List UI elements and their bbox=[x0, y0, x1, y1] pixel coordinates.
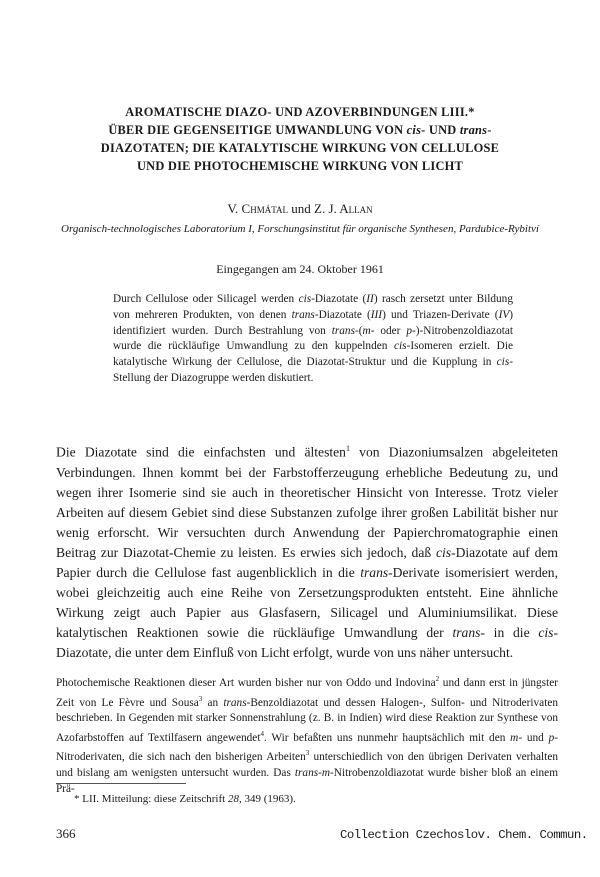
journal-name: Collection Czechoslov. Chem. Commun. bbox=[340, 828, 588, 842]
abstract: Durch Cellulose oder Silicagel werden cis-Diazotate (II) rasch zersetzt unter Bildung von mehreren Produkten, von denen trans-Diazotate (III) und Triazen-Derivate (IV) identifiziert wurden. Durch Bestrahlung von trans-(m- oder p-)-Nitrobenzoldiazotat wurde die rückläufige Umwandlung zu den kuppelnden cis-Isomeren erzielt. Die katalytische Wirkung der Cellulose, die Diazotat-Struktur und die Kupplung in cis-Stellung der Diazogruppe werden diskutiert. bbox=[113, 293, 514, 384]
footnote-rule bbox=[56, 783, 186, 784]
author-1: V. Chmátal bbox=[227, 201, 288, 216]
author-conjunction: und bbox=[288, 201, 314, 216]
body-paragraph-2: Photochemische Reaktionen dieser Art wurden bisher nur von Oddo und Indovina$^2$ und dann erst in jüngster Zeit von Le Fèvre und Sousa$^3$ an trans-Benzoldiazotat und dessen Halogen-, Sulfon- und Nitroderivaten beschrieben. In Gegenden mit starker Sonnenstrahlung (z. B. in Indien) wird diese Reaktion zur Synthese von Azofarbstoffen auf Textilfasern angewendet$^4$. Wir befaßten uns nunmehr hauptsächlich mit den m- und p-Nitroderivaten, die sich nach den bisherigen Arbeiten$^3$ unterschiedlich von den übrigen Derivaten verhalten und bislang am wenigsten untersucht wurden. Das trans-m-Nitrobenzoldiazotat wurde bisher bloß an einem Prä- bbox=[56, 675, 558, 795]
footnote: * LII. Mitteilung: diese Zeitschrift 28, 349 (1963). bbox=[74, 793, 296, 805]
body-paragraph-1: Die Diazotate sind die einfachsten und ältesten$^1$ von Diazoniumsalzen abgeleiteten Verbindungen. Ihnen kommt bei der Farbstofferzeugung erhebliche Bedeutung zu, und wegen ihrer Isomerie sind sie auch in theoretischer Hinsicht von Interesse. Trotz vieler Arbeiten auf diesem Gebiet sind diese Substanzen zufolge ihrer großen Labilität bisher nur wenig erforscht. Wir versuchten durch Anwendung der Papierchromatographie einen Beitrag zur Diazotat-Chemie zu leisten. Es erwies sich jedoch, daß cis-Diazotate auf dem Papier durch die Cellulose fast augenblicklich in die trans-Derivate isomerisiert werden, wobei gleichzeitig auch eine Reihe von Zersetzungsprodukten entsteht. Eine ähnliche Wirkung zeigt auch Papier aus Glasfasern, Silicagel und Aluminiumsilikat. Diese katalytischen Reaktionen sowie die rückläufige Umwandlung der trans- in die cis-Diazotate, die unter dem Einfluß von Licht erfolgt, wurde von uns näher untersucht. bbox=[56, 444, 559, 660]
author-list bbox=[60, 201, 540, 217]
title-line-3: DIAZOTATEN; DIE KATALYTISCHE WIRKUNG VON CELLULOSE bbox=[100, 141, 500, 155]
title-line-2: ÜBER DIE GEGENSEITIGE UMWANDLUNG VON cis- UND trans- bbox=[108, 123, 492, 137]
article-title bbox=[60, 103, 540, 175]
title-line-4: UND DIE PHOTOCHEMISCHE WIRKUNG VON LICHT bbox=[136, 159, 464, 173]
page-number: 366 bbox=[56, 826, 76, 841]
affiliation: Organisch-technologisches Laboratorium I, Forschungsinstitut für organische Synthesen, Pardubice-Rybitví bbox=[61, 223, 539, 235]
author-2: Z. J. Allan bbox=[314, 201, 373, 216]
title-line-1: AROMATISCHE DIAZO- UND AZOVERBINDUNGEN LIII.* bbox=[125, 105, 475, 119]
received-date: Eingegangen am 24. Oktober 1961 bbox=[216, 262, 384, 276]
